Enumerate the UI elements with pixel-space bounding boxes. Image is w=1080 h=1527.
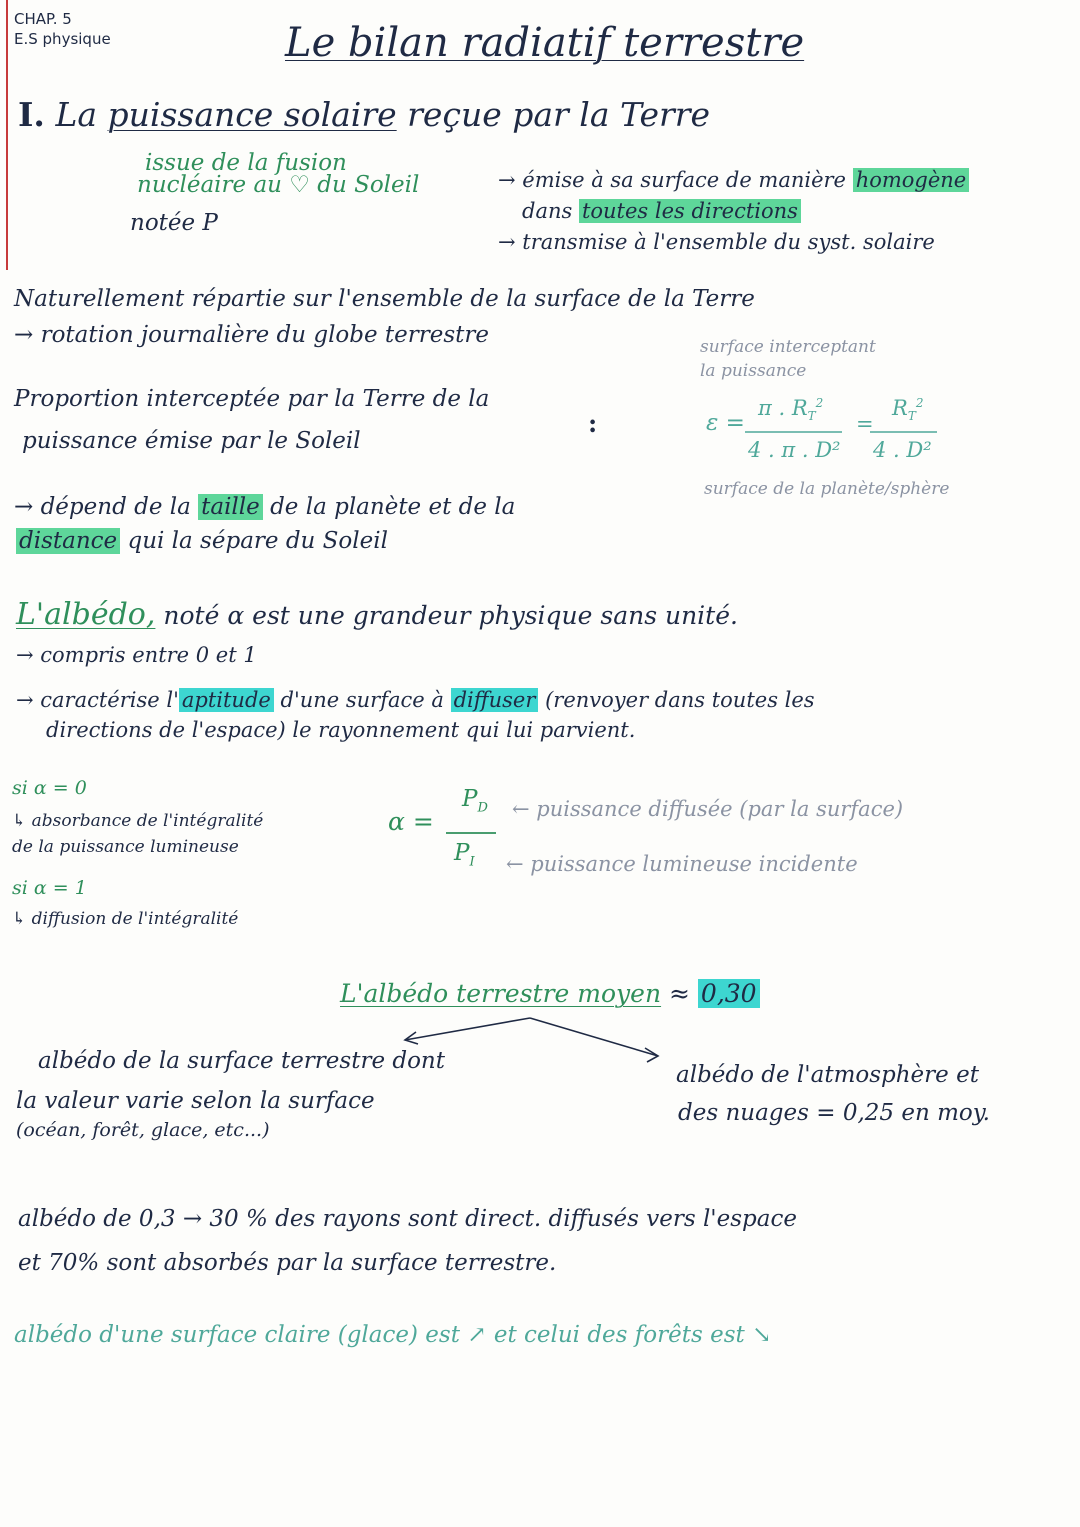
highlight-albedo-value: 0,30: [698, 979, 760, 1008]
page-title: Le bilan radiatif terrestre: [285, 20, 805, 66]
left-branch-line-3: (océan, forêt, glace, etc...): [16, 1119, 270, 1141]
formula-note-top-2: la puissance: [700, 361, 807, 381]
summary-line-1: albédo de 0,3 → 30 % des rayons sont direct. diffusés vers l'espace: [18, 1206, 797, 1232]
highlight-distance: distance: [16, 528, 120, 554]
highlight-diffuser: diffuser: [451, 688, 539, 712]
formula-den-1: 4 . π . D²: [748, 438, 841, 462]
formula-epsilon: ε =: [706, 410, 745, 436]
distributed-line-2: → rotation journalière du globe terrestre: [14, 322, 490, 348]
heading-pre: La: [55, 95, 98, 134]
formula-num-1-sub: T: [807, 409, 816, 424]
proportion-line-1: Proportion interceptée par la Terre de la: [14, 386, 490, 412]
albedo-term: L'albédo,: [16, 597, 156, 632]
highlight-aptitude: aptitude: [179, 688, 274, 712]
formula-num-sub: D: [477, 800, 488, 816]
charac-mid: d'une surface à: [280, 688, 444, 712]
depends-pre: → dépend de la: [14, 494, 191, 520]
albedo-note-num: ← puissance diffusée (par la surface): [512, 797, 904, 821]
formula-den-p: P: [454, 840, 470, 866]
formula-den-2: 4 . D²: [873, 438, 932, 462]
case0-line-2: de la puissance lumineuse: [12, 837, 239, 857]
highlight-directions: toutes les directions: [579, 199, 801, 223]
formula-num-2-text: R: [892, 396, 908, 420]
colon: :: [588, 409, 598, 438]
transmitted-line: → transmise à l'ensemble du syst. solaire: [498, 230, 935, 254]
formula-den-sub: I: [469, 854, 475, 870]
origin-line-2: nucléaire au ♡ du Soleil: [137, 172, 420, 198]
formula-num-2-sub: T: [907, 409, 916, 424]
right-branch-line-2: des nuages = 0,25 en moy.: [678, 1100, 990, 1126]
charac-pre: → caractérise l': [16, 688, 179, 712]
approx-symbol: ≈: [669, 979, 690, 1008]
heading-underlined: puissance solaire: [107, 95, 397, 134]
arrow-right-line: [530, 1018, 658, 1056]
case0-condition: si α = 0: [12, 777, 87, 799]
albedo-between: → compris entre 0 et 1: [16, 643, 257, 667]
formula-num-p: P: [462, 786, 478, 812]
albedo-def-rest: noté α est une grandeur physique sans unité.: [163, 601, 738, 630]
formula-note-top-1: surface interceptant: [700, 337, 876, 357]
formula-note-bottom: surface de la planète/sphère: [704, 479, 950, 499]
chapter-label: CHAP. 5: [14, 10, 72, 28]
formula-eq: =: [856, 412, 874, 436]
highlight-homogene: homogène: [853, 168, 970, 192]
distributed-line-1: Naturellement répartie sur l'ensemble de la surface de la Terre: [14, 286, 755, 312]
left-branch-line-1: albédo de la surface terrestre dont: [38, 1048, 445, 1074]
arrow-left-line: [405, 1018, 530, 1040]
noted-p: notée P: [130, 210, 218, 236]
clear-surface-note: albédo d'une surface claire (glace) est ↗ et celui des forêts est ↘: [14, 1322, 772, 1348]
albedo-formula-alpha: α =: [388, 807, 434, 836]
albedo-note-den: ← puissance lumineuse incidente: [506, 852, 858, 876]
subject-label: E.S physique: [14, 30, 111, 48]
emitted-pre: → émise à sa surface de manière: [498, 168, 846, 192]
case1-line-1: ↳ diffusion de l'intégralité: [12, 909, 239, 929]
albedo-charac-line-2: directions de l'espace) le rayonnement qui lui parvient.: [46, 718, 636, 742]
proportion-line-2: puissance émise par le Soleil: [22, 428, 361, 454]
depends-mid: de la planète et de la: [270, 494, 516, 520]
formula-num-1-text: π . R: [758, 396, 808, 420]
summary-line-2: et 70% sont absorbés par la surface terrestre.: [18, 1250, 557, 1276]
highlight-taille: taille: [198, 494, 263, 520]
charac-post: (renvoyer dans toutes les: [545, 688, 815, 712]
left-branch-line-2: la valeur varie selon la surface: [16, 1088, 375, 1114]
heading-post: reçue par la Terre: [407, 95, 711, 134]
section-number: I.: [18, 95, 45, 134]
arrow-right-head: [645, 1048, 658, 1062]
terrestrial-title-text: L'albédo terrestre moyen: [340, 979, 662, 1008]
depends-post: qui la sépare du Soleil: [127, 528, 388, 554]
case0-line-1: ↳ absorbance de l'intégralité: [12, 811, 264, 831]
case1-condition: si α = 1: [12, 877, 87, 899]
formula-num-1-sup: 2: [815, 396, 824, 410]
origin-line-1: issue de la fusion: [145, 150, 347, 176]
formula-num-2-sup: 2: [915, 396, 924, 410]
right-branch-line-1: albédo de l'atmosphère et: [676, 1062, 979, 1088]
directions-pre: dans: [522, 199, 573, 223]
